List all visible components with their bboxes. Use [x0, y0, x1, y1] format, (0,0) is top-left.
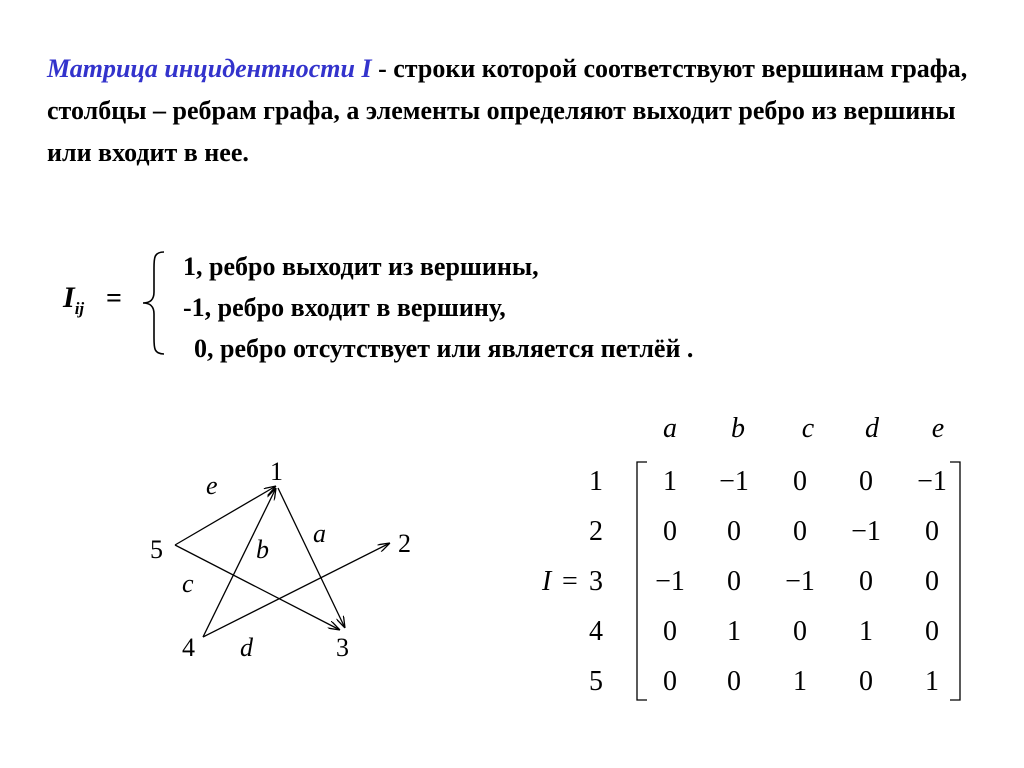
directed-graph: [140, 450, 430, 670]
vertex-label-3: 3: [336, 633, 349, 662]
matrix-cell: −1: [851, 516, 881, 547]
matrix-cell: 0: [663, 616, 677, 647]
matrix-row-3: [655, 566, 939, 597]
matrix-cell: 0: [925, 516, 939, 547]
matrix-cell: 1: [925, 666, 939, 697]
edge-label-a: a: [313, 519, 326, 548]
matrix-col-label-b: b: [731, 413, 745, 444]
vertex-label-1: 1: [270, 457, 283, 486]
matrix-cell: 1: [727, 616, 741, 647]
matrix-cell: −1: [785, 566, 815, 597]
matrix-name: I: [542, 566, 552, 597]
definition-subscript: ij: [74, 299, 85, 318]
matrix-cell: 1: [793, 666, 807, 697]
intro-text: - строки которой соответствуют вершинам графа, столбцы – ребрам графа, а элементы определяют выходит ребро из вершины или входит в нее.: [47, 54, 968, 167]
matrix-cell: 0: [925, 616, 939, 647]
matrix-cell: 0: [663, 516, 677, 547]
matrix-row-label-4: 4: [589, 616, 603, 647]
matrix-cell: 0: [859, 466, 873, 497]
vertex-label-4: 4: [182, 633, 195, 662]
case-line-2: -1, ребро входит в вершину,: [183, 293, 506, 322]
matrix-cell: 0: [727, 566, 741, 597]
matrix-col-label-a: a: [663, 413, 677, 444]
case-brace: [138, 248, 178, 358]
matrix-cell: 0: [859, 666, 873, 697]
matrix-equals: =: [562, 566, 578, 597]
matrix-cell: 0: [727, 516, 741, 547]
matrix-row-label-3: 3: [589, 566, 603, 597]
edge-d: [203, 543, 390, 637]
matrix-cell: −1: [655, 566, 685, 597]
matrix-row-label-1: 1: [589, 466, 603, 497]
matrix-cell: 1: [663, 466, 677, 497]
matrix-cell: 0: [859, 566, 873, 597]
incidence-matrix: [520, 400, 980, 710]
edge-label-b: b: [256, 535, 269, 564]
matrix-col-label-c: c: [801, 413, 815, 444]
definition-symbol: [63, 281, 84, 319]
matrix-row-label-2: 2: [589, 516, 603, 547]
vertex-label-2: 2: [398, 529, 411, 558]
matrix-cell: 0: [793, 516, 807, 547]
matrix-right-bracket: [950, 462, 960, 700]
matrix-cell: 0: [793, 466, 807, 497]
matrix-cell: −1: [719, 466, 749, 497]
definition-equals: =: [106, 283, 122, 314]
intro-paragraph: [47, 48, 987, 174]
matrix-row-4: [663, 616, 939, 647]
matrix-left-bracket: [637, 462, 647, 700]
edge-a: [278, 488, 345, 628]
matrix-row-5: [663, 666, 939, 697]
matrix-row-labels: [589, 466, 603, 697]
case-line-3: 0, ребро отсутствует или является петлёй .: [194, 334, 694, 363]
definition-letter: I: [63, 281, 75, 314]
edge-label-c: c: [182, 569, 194, 598]
matrix-row-2: [663, 516, 939, 547]
matrix-row-1: [663, 466, 947, 497]
matrix-cell: 0: [663, 666, 677, 697]
vertex-label-5: 5: [150, 535, 163, 564]
matrix-cell: 0: [925, 566, 939, 597]
matrix-col-label-e: e: [931, 413, 945, 444]
matrix-col-label-d: d: [865, 413, 879, 444]
case-line-1: 1, ребро выходит из вершины,: [183, 252, 539, 281]
matrix-row-label-5: 5: [589, 666, 603, 697]
matrix-cell: 1: [859, 616, 873, 647]
edge-label-d: d: [240, 633, 253, 662]
matrix-cell: 0: [727, 666, 741, 697]
edge-label-e: e: [206, 471, 218, 500]
matrix-cell: 0: [793, 616, 807, 647]
intro-term: Матрица инцидентности I: [47, 54, 372, 83]
matrix-cell: −1: [917, 466, 947, 497]
